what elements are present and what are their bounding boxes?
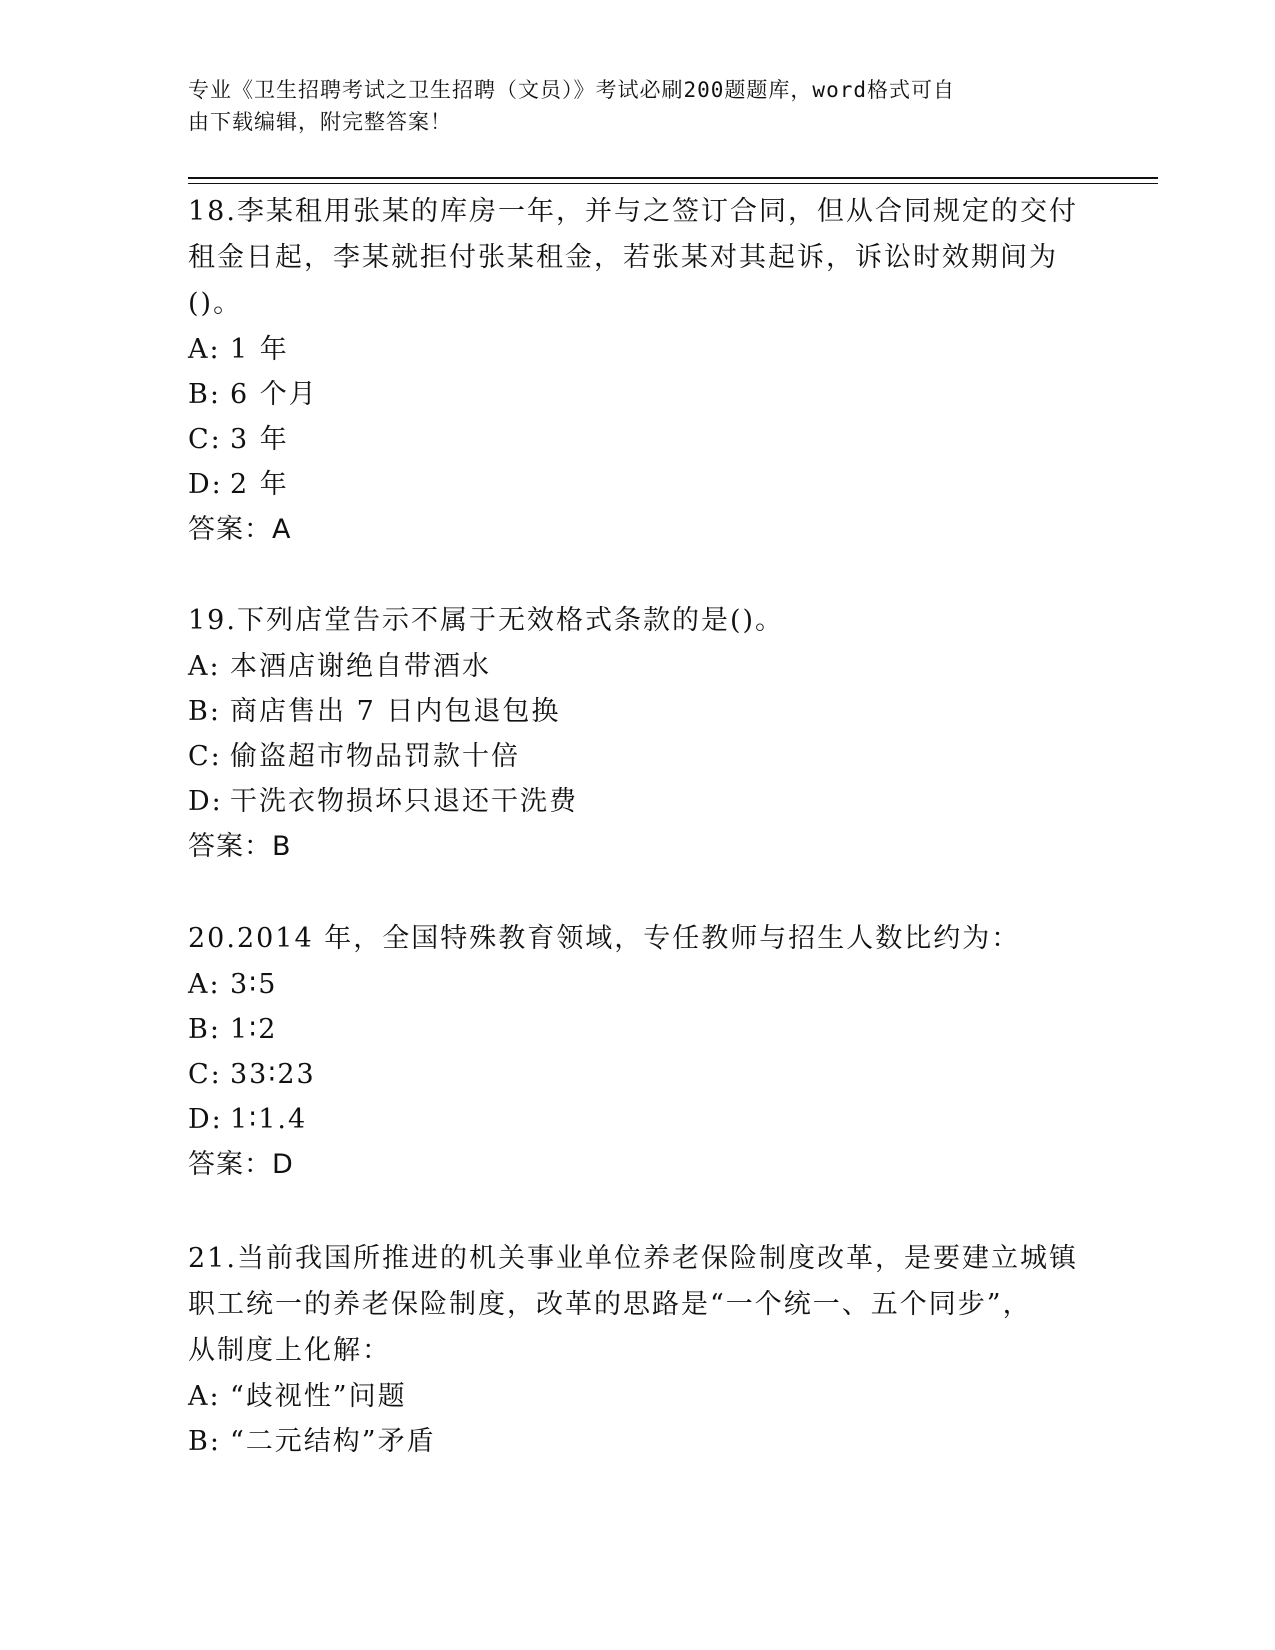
- option-text: 3 年: [230, 424, 289, 455]
- option-label: D:: [188, 1104, 223, 1135]
- question-21: [188, 1236, 1088, 1464]
- option-d: [188, 1097, 1088, 1142]
- option-text: 1∶1.4: [230, 1104, 308, 1135]
- option-label: B:: [188, 1426, 221, 1457]
- option-d: [188, 779, 1088, 824]
- question-stem: 21.当前我国所推进的机关事业单位养老保险制度改革，是要建立城镇: [188, 1243, 1078, 1274]
- option-b: [188, 1419, 1088, 1464]
- answer-line: 答案：B: [188, 831, 292, 862]
- option-label: C:: [188, 741, 222, 772]
- option-label: D:: [188, 786, 223, 817]
- option-c: [188, 417, 1088, 462]
- question-stem: 职工统一的养老保险制度，改革的思路是“一个统一、五个同步”，: [188, 1289, 1032, 1320]
- option-a: [188, 327, 1088, 372]
- question-stem: 租金日起，李某就拒付张某租金，若张某对其起诉，诉讼时效期间为: [188, 242, 1058, 273]
- option-text: 偷盗超市物品罚款十倍: [230, 741, 520, 772]
- answer-line: 答案：A: [188, 514, 292, 545]
- question-20: [188, 916, 1088, 1188]
- question-18: [188, 189, 1088, 553]
- option-label: A:: [188, 334, 221, 365]
- option-text: 2 年: [230, 469, 289, 500]
- option-text: 6 个月: [230, 379, 318, 410]
- option-b: [188, 372, 1088, 417]
- option-text: 干洗衣物损坏只退还干洗费: [230, 786, 578, 817]
- option-a: [188, 962, 1088, 1007]
- option-d: [188, 462, 1088, 507]
- option-text: “歧视性”问题: [230, 1381, 407, 1412]
- option-text: 1 年: [230, 334, 289, 365]
- document-header: [188, 74, 1088, 138]
- header-divider: [188, 183, 1158, 184]
- option-label: B:: [188, 379, 221, 410]
- header-line: 专业《卫生招聘考试之卫生招聘（文员）》考试必刷200题题库，word格式可自: [188, 78, 955, 102]
- option-b: [188, 689, 1088, 734]
- option-text: 商店售出 7 日内包退包换: [230, 696, 561, 727]
- option-b: [188, 1007, 1088, 1052]
- answer-line: 答案：D: [188, 1149, 294, 1180]
- option-text: 3∶5: [230, 969, 278, 1000]
- header-divider: [188, 177, 1158, 179]
- option-label: B:: [188, 1014, 221, 1045]
- question-stem: ()。: [188, 288, 243, 319]
- option-text: 本酒店谢绝自带酒水: [230, 651, 491, 682]
- option-label: C:: [188, 424, 222, 455]
- option-text: “二元结构”矛盾: [230, 1426, 436, 1457]
- option-label: A:: [188, 651, 221, 682]
- option-label: A:: [188, 969, 221, 1000]
- option-text: 33∶23: [230, 1059, 316, 1090]
- option-label: C:: [188, 1059, 222, 1090]
- option-c: [188, 1052, 1088, 1097]
- question-stem: 从制度上化解：: [188, 1335, 391, 1366]
- option-label: B:: [188, 696, 221, 727]
- question-stem: 20.2014 年，全国特殊教育领域，专任教师与招生人数比约为：: [188, 923, 1021, 954]
- option-label: D:: [188, 469, 223, 500]
- option-a: [188, 1374, 1088, 1419]
- option-label: A:: [188, 1381, 221, 1412]
- option-a: [188, 644, 1088, 689]
- header-line: 由下载编辑，附完整答案！: [188, 110, 452, 134]
- option-text: 1∶2: [230, 1014, 278, 1045]
- question-stem: 18.李某租用张某的库房一年，并与之签订合同，但从合同规定的交付: [188, 196, 1078, 227]
- question-19: [188, 598, 1088, 870]
- question-stem: 19.下列店堂告示不属于无效格式条款的是()。: [188, 605, 785, 636]
- option-c: [188, 734, 1088, 779]
